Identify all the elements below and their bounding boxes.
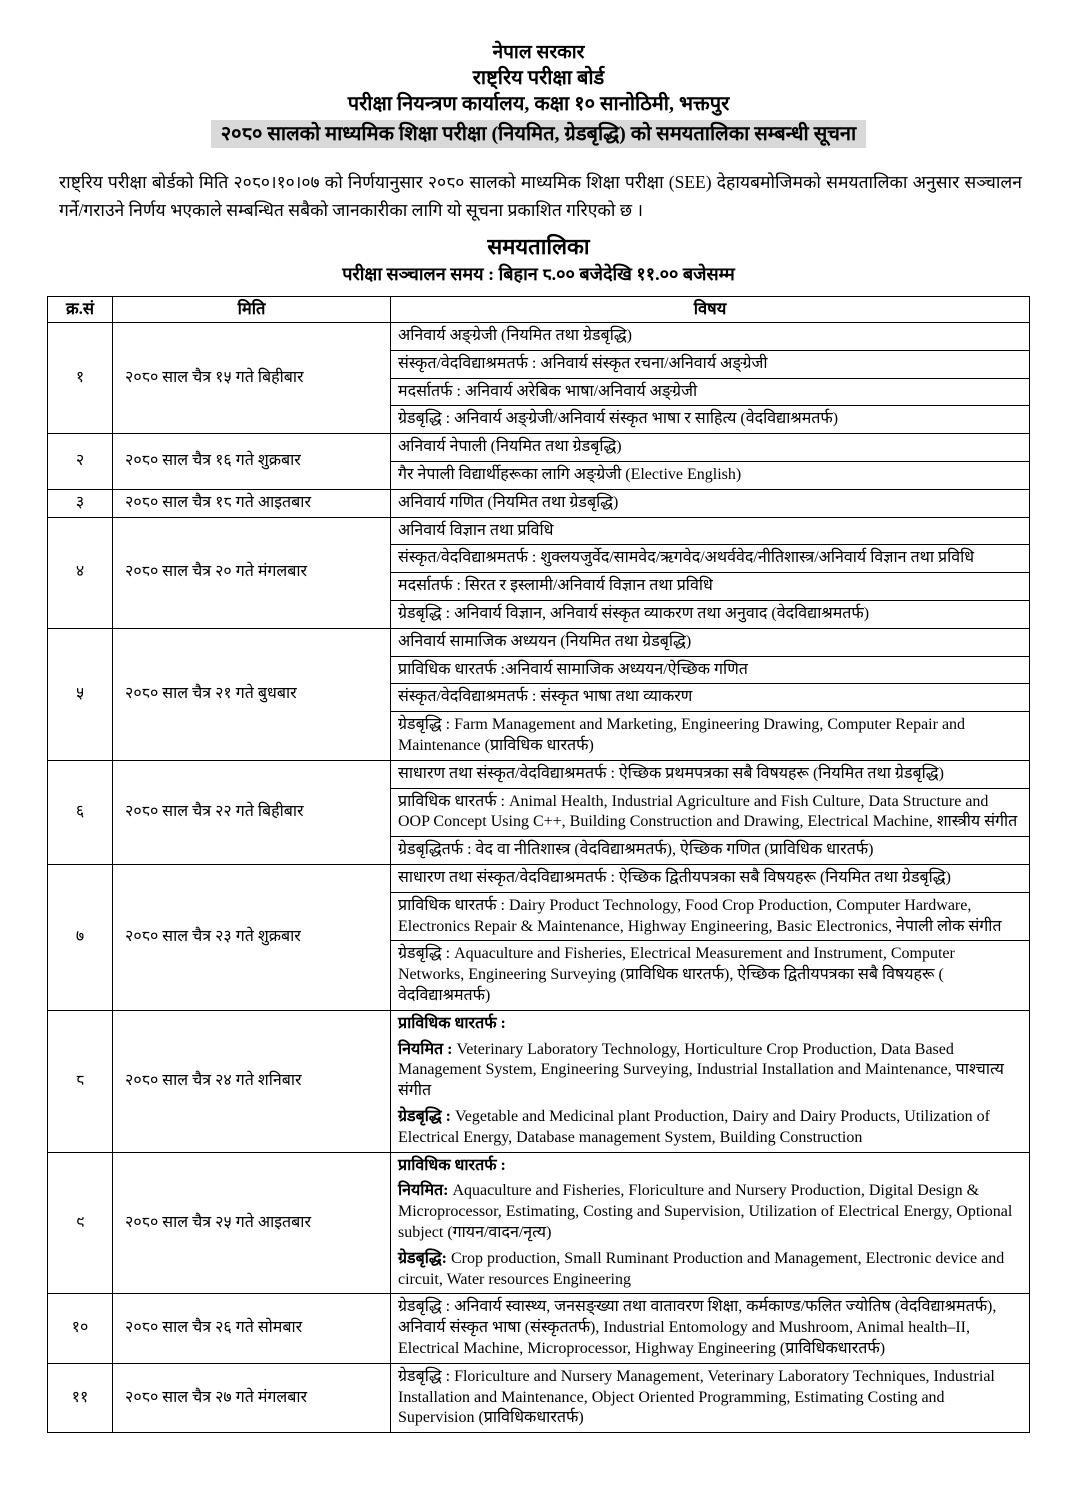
subject-cell <box>391 1152 1030 1294</box>
subject-text: अनिवार्य अङ्ग्रेजी (नियमित तथा ग्रेडबृद्धि) <box>398 327 632 345</box>
subject-cell <box>391 941 1030 1010</box>
subject-cell <box>391 462 1030 490</box>
subject-cell <box>391 1363 1030 1432</box>
subject-cell <box>391 378 1030 406</box>
schedule-time-line: परीक्षा सञ्चालन समय : बिहान ८.०० बजेदेखि ११.०० बजेसम्म <box>342 264 735 285</box>
column-header-sn: क्र.सं <box>48 297 113 323</box>
serial-number-cell: ११ <box>48 1363 113 1432</box>
subject-text: अनिवार्य विज्ञान तथा प्रविधि <box>398 521 554 539</box>
subject-text: नियमित : Veterinary Laboratory Technology, Horticulture Crop Production, Data Based Management System, Engineering Surveying, Industrial Installation and Maintenance, पाश्चात्य संगीत <box>398 1040 1004 1100</box>
subject-text: ग्रेडबृद्धि : Farm Management and Marketing, Engineering Drawing, Computer Repair and Maintenance (प्राविधिक धारतर्फ) <box>398 716 966 755</box>
subject-text: प्राविधिक धारतर्फ : Animal Health, Industrial Agriculture and Fish Culture, Data Structure and OOP Concept Using C++, Building Construction and Drawing, Electrical Machine, शास्त्रीय संगीत <box>398 792 1018 831</box>
subject-text: प्राविधिक धारतर्फ : <box>398 1156 506 1174</box>
subject-cell <box>391 865 1030 893</box>
subject-text: साधारण तथा संस्कृत/वेदविद्याश्रमतर्फ : ऐच्छिक प्रथमपत्रका सबै विषयहरू (नियमित तथा ग्रेडबृद्धि) <box>398 764 944 782</box>
subject-text: ग्रेडबृद्धि : अनिवार्य स्वास्थ्य, जनसङ्ख्या तथा वातावरण शिक्षा, कर्मकाण्ड/फलित ज्योतिष (वेदविद्याश्रमतर्फ), अनिवार्य संस्कृत भाषा (संस्कृततर्फ), Industrial Entomology and Mushroom, Animal health–II, Electrical Machine, Microprocessor, Highway Engineering (प्राविधिकधारतर्फ) <box>398 1298 997 1357</box>
subject-text: प्राविधिक धारतर्फ :अनिवार्य सामाजिक अध्ययन/ऐच्छिक गणित <box>398 660 748 678</box>
subject-cell <box>391 1010 1030 1152</box>
exam-schedule-table <box>47 296 1030 1433</box>
subject-text: गैर नेपाली विद्यार्थीहरूका लागि अङ्ग्रेजी (Elective English) <box>398 466 742 484</box>
subject-cell <box>391 712 1030 761</box>
subject-text: ग्रेडबृद्धितर्फ : वेद वा नीतिशास्त्र (वेदविद्याश्रमतर्फ), ऐच्छिक गणित (प्राविधिक धारतर्फ) <box>398 841 874 859</box>
exam-date-cell: २०८० साल चैत्र १५ गते बिहीबार <box>113 323 391 434</box>
table-row <box>48 434 1030 462</box>
subject-cell <box>391 788 1030 837</box>
subject-text: संस्कृत/वेदविद्याश्रमतर्फ : संस्कृत भाषा तथा व्याकरण <box>398 688 693 706</box>
table-row <box>48 760 1030 788</box>
notice-title-highlight: २०८० सालको माध्यमिक शिक्षा परीक्षा (नियमित, ग्रेडबृद्धि) को समयतालिका सम्बन्धी सूचना <box>211 120 866 148</box>
serial-number-cell: १ <box>48 323 113 434</box>
exam-date-cell: २०८० साल चैत्र २६ गते सोमबार <box>113 1294 391 1363</box>
exam-date-cell: २०८० साल चैत्र १८ गते आइतबार <box>113 489 391 517</box>
subject-text: ग्रेडबृद्धि : अनिवार्य विज्ञान, अनिवार्य संस्कृत व्याकरण तथा अनुवाद (वेदविद्याश्रमतर्फ) <box>398 605 870 623</box>
subject-text: ग्रेडबृद्धि: Crop production, Small Ruminant Production and Management, Electronic device and circuit, Water resources Engineering <box>398 1249 1005 1288</box>
subject-cell <box>391 406 1030 434</box>
exam-date-cell: २०८० साल चैत्र २४ गते शनिबार <box>113 1010 391 1152</box>
subject-text: अनिवार्य सामाजिक अध्ययन (नियमित तथा ग्रेडबृद्धि) <box>398 632 692 650</box>
subject-cell <box>391 892 1030 941</box>
exam-date-cell: २०८० साल चैत्र २३ गते शुक्रबार <box>113 865 391 1011</box>
subject-text: ग्रेडबृद्धि : Aquaculture and Fisheries, Electrical Measurement and Instrument, Computer Networks, Engineering Surveying (प्राविधिक धारतर्फ), ऐच्छिक द्वितीयपत्रका सबै विषयहरू ( वेदविद्याश्रमतर्फ) <box>398 945 955 1004</box>
exam-date-cell: २०८० साल चैत्र १६ गते शुक्रबार <box>113 434 391 490</box>
subject-text: संस्कृत/वेदविद्याश्रमतर्फ : अनिवार्य संस्कृत रचना/अनिवार्य अङ्ग्रेजी <box>398 354 768 372</box>
subject-text: साधारण तथा संस्कृत/वेदविद्याश्रमतर्फ : ऐच्छिक द्वितीयपत्रका सबै विषयहरू (नियमित तथा ग्रेडबृद्धि) <box>398 869 951 886</box>
notice-paragraph: राष्ट्रिय परीक्षा बोर्डको मिति २०८०।१०।०७ को निर्णयानुसार २०८० सालको माध्यमिक शिक्षा परीक्षा (SEE) देहायबमोजिमको समयतालिका अनुसार सञ्चालन गर्ने/गराउने निर्णय भएकाले सम्बन्धित सबैको जानकारीका लागि यो सूचना प्रकाशित गरिएको छ । <box>59 171 1022 221</box>
serial-number-cell: ३ <box>48 489 113 517</box>
subject-text: प्राविधिक धारतर्फ : Dairy Product Technology, Food Crop Production, Computer Hardware, Electronics Repair & Maintenance, Highway Engineering, Basic Electronics, नेपाली लोक संगीत <box>398 896 1002 935</box>
subject-cell <box>391 323 1030 351</box>
subject-cell <box>391 601 1030 629</box>
serial-number-cell: १० <box>48 1294 113 1363</box>
serial-number-cell: ४ <box>48 517 113 628</box>
subject-cell <box>391 837 1030 865</box>
subject-cell <box>391 628 1030 656</box>
table-row <box>48 1010 1030 1152</box>
serial-number-cell: ९ <box>48 1152 113 1294</box>
subject-cell <box>391 545 1030 573</box>
subject-text: संस्कृत/वेदविद्याश्रमतर्फ : शुक्लयजुर्वेद/सामवेद/ऋगवेद/अथर्ववेद/नीतिशास्त्र/अनिवार्य विज्ञान तथा प्रविधि <box>398 549 975 567</box>
table-header-row <box>48 297 1030 323</box>
subject-text: नियमित: Aquaculture and Fisheries, Floriculture and Nursery Production, Digital Design & Microprocessor, Estimating, Costing and Supervision, Utilization of Electrical Energy, Optional subject (गायन/वादन/नृत्य) <box>398 1182 1013 1241</box>
subject-text: ग्रेडबृद्धि : Vegetable and Medicinal plant Production, Dairy and Dairy Products, Utilization of Electrical Energy, Database management System, Building Construction <box>398 1107 990 1146</box>
table-head <box>48 297 1030 323</box>
subject-text: मदर्सातर्फ : अनिवार्य अरेबिक भाषा/अनिवार्य अङ्ग्रेजी <box>398 382 698 400</box>
subject-cell <box>391 1294 1030 1363</box>
subject-text: ग्रेडबृद्धि : अनिवार्य अङ्ग्रेजी/अनिवार्य संस्कृत भाषा र साहित्य (वेदविद्याश्रमतर्फ) <box>398 410 839 428</box>
table-row <box>48 323 1030 351</box>
serial-number-cell: ५ <box>48 628 113 760</box>
subject-text: प्राविधिक धारतर्फ : <box>398 1014 506 1032</box>
subject-cell <box>391 573 1030 601</box>
exam-date-cell: २०८० साल चैत्र २१ गते बुधबार <box>113 628 391 760</box>
table-row <box>48 489 1030 517</box>
schedule-title: समयतालिका <box>487 233 590 259</box>
table-row <box>48 865 1030 893</box>
subject-cell <box>391 760 1030 788</box>
subject-text: अनिवार्य गणित (नियमित तथा ग्रेडबृद्धि) <box>398 493 619 511</box>
subject-text: ग्रेडबृद्धि : Floriculture and Nursery Management, Veterinary Laboratory Techniques, Industrial Installation and Maintenance, Object Oriented Programming, Estimating Costing and Supervision (प्राविधिकधारतर्फ) <box>398 1367 995 1427</box>
exam-date-cell: २०८० साल चैत्र २५ गते आइतबार <box>113 1152 391 1294</box>
serial-number-cell: ७ <box>48 865 113 1011</box>
subject-cell <box>391 434 1030 462</box>
table-row <box>48 517 1030 545</box>
table-row <box>48 628 1030 656</box>
subject-cell <box>391 350 1030 378</box>
notice-title-row <box>47 120 1030 148</box>
serial-number-cell: २ <box>48 434 113 490</box>
government-name: नेपाल सरकार <box>492 42 585 63</box>
subject-cell <box>391 684 1030 712</box>
serial-number-cell: ८ <box>48 1010 113 1152</box>
exam-date-cell: २०८० साल चैत्र २० गते मंगलबार <box>113 517 391 628</box>
table-row <box>48 1152 1030 1294</box>
subject-cell <box>391 656 1030 684</box>
exam-date-cell: २०८० साल चैत्र २२ गते बिहीबार <box>113 760 391 864</box>
subject-cell <box>391 489 1030 517</box>
serial-number-cell: ६ <box>48 760 113 864</box>
subject-cell <box>391 517 1030 545</box>
subject-text: अनिवार्य नेपाली (नियमित तथा ग्रेडबृद्धि) <box>398 438 622 456</box>
table-row <box>48 1363 1030 1432</box>
column-header-subject: विषय <box>391 297 1030 323</box>
column-header-date: मिति <box>113 297 391 323</box>
table-row <box>48 1294 1030 1363</box>
office-address: परीक्षा नियन्त्रण कार्यालय, कक्षा १० सानोठिमी, भक्तपुर <box>347 93 730 116</box>
table-body <box>48 323 1030 1433</box>
subject-text: मदर्सातर्फ : सिरत र इस्लामी/अनिवार्य विज्ञान तथा प्रविधि <box>398 577 713 595</box>
exam-date-cell: २०८० साल चैत्र २७ गते मंगलबार <box>113 1363 391 1432</box>
board-name: राष्ट्रिय परीक्षा बोर्ड <box>472 67 605 90</box>
